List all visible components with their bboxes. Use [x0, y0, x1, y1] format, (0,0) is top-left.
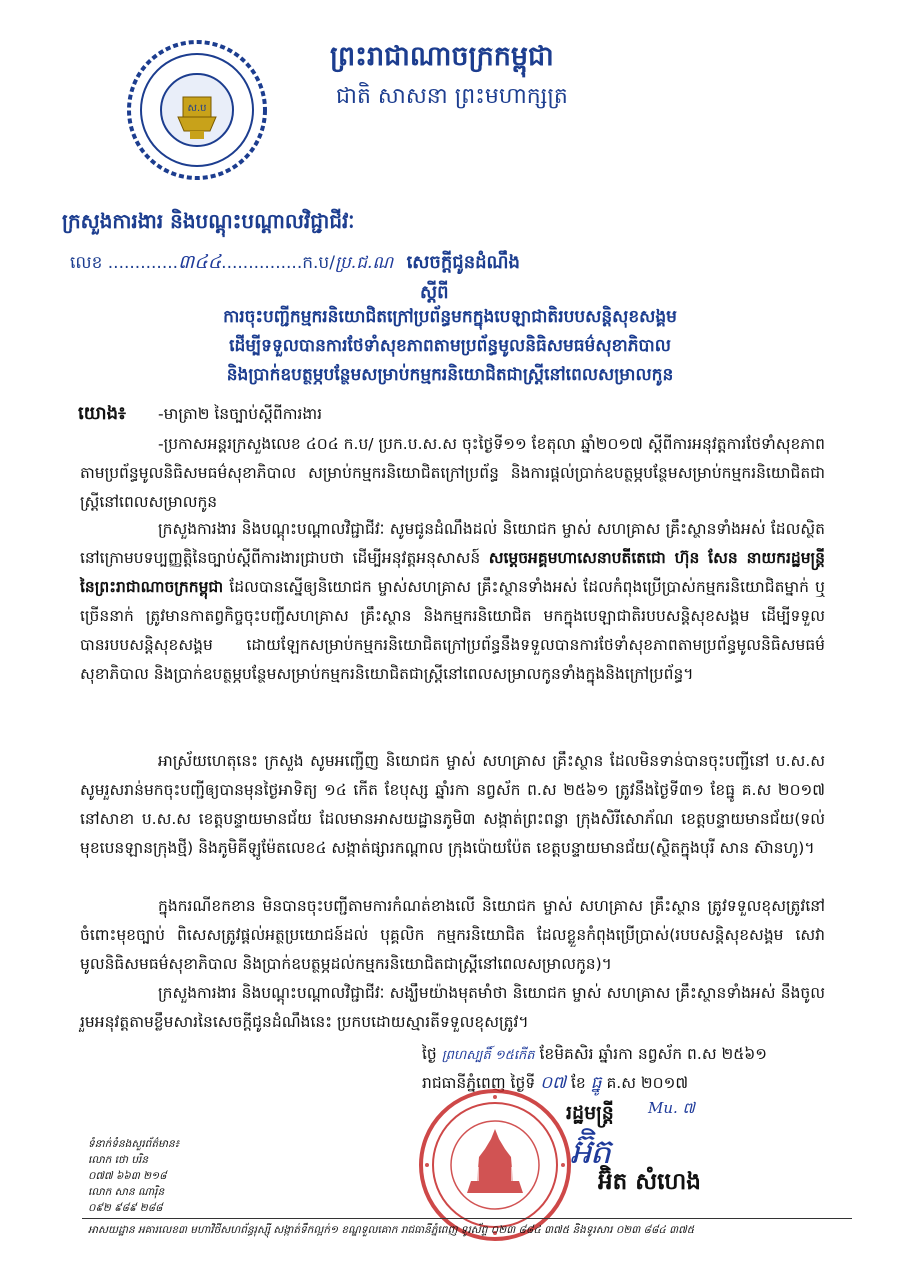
place-date: រាជធានីភ្នំពេញ ថ្ងៃទី ០៧ ខែ ធ្នូ គ.ស ២០១៧: [422, 1073, 689, 1093]
prime-minister-name: សម្តេចអគ្គមហាសេនាបតីតេជោ ហ៊ុន សែន នាយករដ្ឋមន្ត្រី នៃព្រះរាជាណាចក្រកម្ពុជា: [80, 549, 825, 596]
reference-code-handwritten: ប្រ.ជ.ណ: [334, 253, 394, 273]
title-line-2: ដើម្បីទទួលបានការថែទាំសុខភាពតាមប្រព័ន្ធមូលនិធិសមធម៌សុខាភិបាល: [229, 336, 671, 356]
lunar-date-handwritten: ព្រហស្បតិ៍ ១៥កើត: [441, 1048, 535, 1063]
svg-text:ស.ប: ស.ប: [187, 103, 207, 114]
paragraph-4: ក្រសួងការងារ និងបណ្តុះបណ្តាលវិជ្ជាជីវៈ សង្ឃឹមយ៉ាងមុតមាំថា និយោជក ម្ចាស់ សហគ្រាស គ្រឹះស្ថានទាំងអស់ នឹងចូលរួមអនុវត្តតាមខ្លឹមសារនៃសេចក្តីជូនដំណឹងនេះ ប្រកបដោយស្មារតីទទួលខុសត្រូវ។: [80, 984, 825, 1031]
kingdom-title: ព្រះរាជាណាចក្រកម្ពុជា: [330, 41, 554, 72]
day-handwritten: ០៧: [540, 1073, 567, 1093]
subject-about: ស្តីពី: [420, 282, 449, 303]
official-seal: [415, 1085, 575, 1245]
contact-block: [88, 1136, 179, 1216]
document-type: សេចក្តីជូនដំណឹង: [406, 252, 520, 273]
contact-phone-1: ០៧៧ ៦៦៣ ២១៨: [88, 1170, 167, 1182]
reference-label: លេខ: [70, 253, 103, 273]
title-line-1: ការចុះបញ្ជីកម្មករនិយោជិតក្រៅប្រព័ន្ធមកក្នុងបេឡាជាតិរបបសន្តិសុខសង្គម: [223, 307, 677, 327]
minister-title: រដ្ឋមន្ត្រី: [566, 1102, 614, 1124]
month-handwritten: ធ្នូ: [590, 1073, 602, 1093]
minister-signature: អ៊ិត: [570, 1132, 610, 1172]
ministry-logo: [120, 35, 275, 185]
national-motto: ជាតិ សាសនា ព្រះមហាក្សត្រ: [336, 84, 568, 109]
footer-divider: [82, 1218, 852, 1219]
reference-code: ក.ប/: [302, 253, 335, 273]
considering-label: យោង៖: [78, 403, 126, 424]
contact-name-1: លោក ថោ បរិន: [88, 1154, 148, 1166]
title-line-3: និងប្រាក់ឧបត្ថម្ភបន្ថែមសម្រាប់កម្មករនិយោជិតជាស្ត្រីនៅពេលសម្រាលកូន: [226, 365, 674, 385]
lunar-date: ថ្ងៃ ព្រហស្បតិ៍ ១៥កើត ខែមិគសិរ ឆ្នាំរកា នព្វស័ក ព.ស ២៥៦១: [422, 1045, 767, 1063]
contact-name-2: លោក សាន ណារ៉ិន: [88, 1186, 165, 1198]
notice-title: [60, 303, 840, 390]
reference-number: ៣៤៤: [178, 251, 222, 273]
minister-name: អ៊ិត សំហេង: [598, 1169, 701, 1195]
ministry-name: ក្រសួងការងារ និងបណ្តុះបណ្តាលវិជ្ជាជីវៈ: [62, 209, 355, 233]
paragraph-1: ក្រសួងការងារ និងបណ្តុះបណ្តាលវិជ្ជាជីវៈ សូមជូនដំណឹងដល់ និយោជក ម្ចាស់ សហគ្រាស គ្រឹះស្ថានទាំងអស់ ដែលស្ថិតនៅក្រោមបទប្បញ្ញត្តិនៃច្បាប់ស្តីពីការងារជ្រាបថា ដើម្បីអនុវត្តអនុសាសន៍ សម្តេចអគ្គមហាសេនាបតីតេជោ ហ៊ុន សែន នាយករដ្ឋមន្ត្រី នៃព្រះរាជាណាចក្រកម្ពុជា ដែលបានស្នើឲ្យនិយោជក ម្ចាស់សហគ្រាស គ្រឹះស្ថានទាំងអស់ ដែលកំពុងប្រើប្រាស់កម្មករនិយោជិតម្នាក់ ឬច្រើននាក់ ត្រូវមានកាតព្វកិច្ចចុះបញ្ជីសហគ្រាស គ្រឹះស្ថាន និងកម្មករនិយោជិត មកក្នុងបេឡាជាតិរបបសន្តិសុខសង្គម ដើម្បីទទួលបានរបបសន្តិសុខសង្គម ដោយឡែកសម្រាប់កម្មករនិយោជិតក្រៅប្រព័ន្ធនឹងទទួលបានការថែទាំសុខភាពតាមប្រព័ន្ធមូលនិធិសមធម៌សុខាភិបាល និងប្រាក់ឧបត្ថម្ភបន្ថែមសម្រាប់កម្មករនិយោជិតជាស្ត្រីនៅពេលសម្រាលកូនទាំងក្នុងនិងក្រៅប្រព័ន្ធ។: [80, 520, 825, 683]
minister-initial: Mu. ៧: [648, 1099, 695, 1117]
contact-phone-2: ០៩២ ៩៨៩ ២៨៨: [88, 1202, 163, 1214]
paragraph-2: អាស្រ័យហេតុនេះ ក្រសួង សូមអញ្ជើញ និយោជក ម្ចាស់ សហគ្រាស គ្រឹះស្ថាន ដែលមិនទាន់បានចុះបញ្ជីនៅ ប.ស.ស សូមរួសរាន់មកចុះបញ្ជីឲ្យបានមុនថ្ងៃអាទិត្យ ១៤ កើត ខែបុស្ស ឆ្នាំរកា នព្វស័ក ព.ស ២៥៦១ ត្រូវនឹងថ្ងៃទី៣១ ខែធ្នូ គ.ស ២០១៧ នៅសាខា ប.ស.ស ខេត្តបន្ទាយមានជ័យ ដែលមានអាសយដ្ឋានភូមិ៣ សង្កាត់ព្រះពន្លា ក្រុងសិរីសោភ័ណ ខេត្តបន្ទាយមានជ័យ(ទល់មុខបេនឡានក្រុងថ្មី) និងភូមិគីឡូម៉ែតលេខ៤ សង្កាត់ផ្សារកណ្តាល ក្រុងប៉ោយប៉ែត ខេត្តបន្ទាយមានជ័យ(ស្ថិតក្នុងបុរី សាន ស៊ានហូ)។: [80, 752, 825, 857]
reference-line: លេខ .............៣៤៤...............ក.ប/ប្រ.ជ.ណ សេចក្តីជូនដំណឹង: [70, 251, 520, 273]
considering-item-2: -ប្រកាសអន្តរក្រសួងលេខ ៤០៤ ក.ប/ ប្រក.ប.ស.ស ចុះថ្ងៃទី១១ ខែតុលា ឆ្នាំ២០១៧ ស្តីពីការអនុវត្តការថែទាំសុខភាពតាមប្រព័ន្ធមូលនិធិសមធម៌សុខាភិបាល សម្រាប់កម្មករនិយោជិតក្រៅប្រព័ន្ធ និងការផ្តល់ប្រាក់ឧបត្ថម្ភបន្ថែមសម្រាប់កម្មករនិយោជិតជាស្ត្រីនៅពេលសម្រាលកូន: [80, 435, 825, 511]
contact-title: ទំនាក់ទំនងសួរព័ត៌មាន៖: [88, 1138, 180, 1150]
paragraph-3: ក្នុងករណីខកខាន មិនបានចុះបញ្ជីតាមការកំណត់ខាងលើ និយោជក ម្ចាស់ សហគ្រាស គ្រឹះស្ថាន ត្រូវទទួលខុសត្រូវនៅចំពោះមុខច្បាប់ ពិសេសត្រូវផ្តល់អត្ថប្រយោជន៍ដល់ បុគ្គលិក កម្មករនិយោជិត ដែលខ្លួនកំពុងប្រើប្រាស់(របបសន្តិសុខសង្គម សេវាមូលនិធិសមធម៌សុខាភិបាល និងប្រាក់ឧបត្ថម្ភដល់កម្មករនិយោជិតជាស្ត្រីនៅពេលសម្រាលកូន)។: [80, 897, 825, 973]
footer-address: អាសយដ្ឋាន អគារលេខ៣ មហាវិថីសហព័ន្ធរុស្ស៊ី សង្កាត់ទឹកល្អក់១ ខណ្ឌទួលគោក រាជធានីភ្នំពេញ ទូរស័ព្ទ ០២៣ ៨៨៤ ៣៧៥ និងទូរសារ ០២៣ ៨៨៤ ៣៧៥: [88, 1224, 695, 1236]
considering-item-1: -មាត្រា២ នៃច្បាប់ស្តីពីការងារ: [158, 405, 323, 423]
